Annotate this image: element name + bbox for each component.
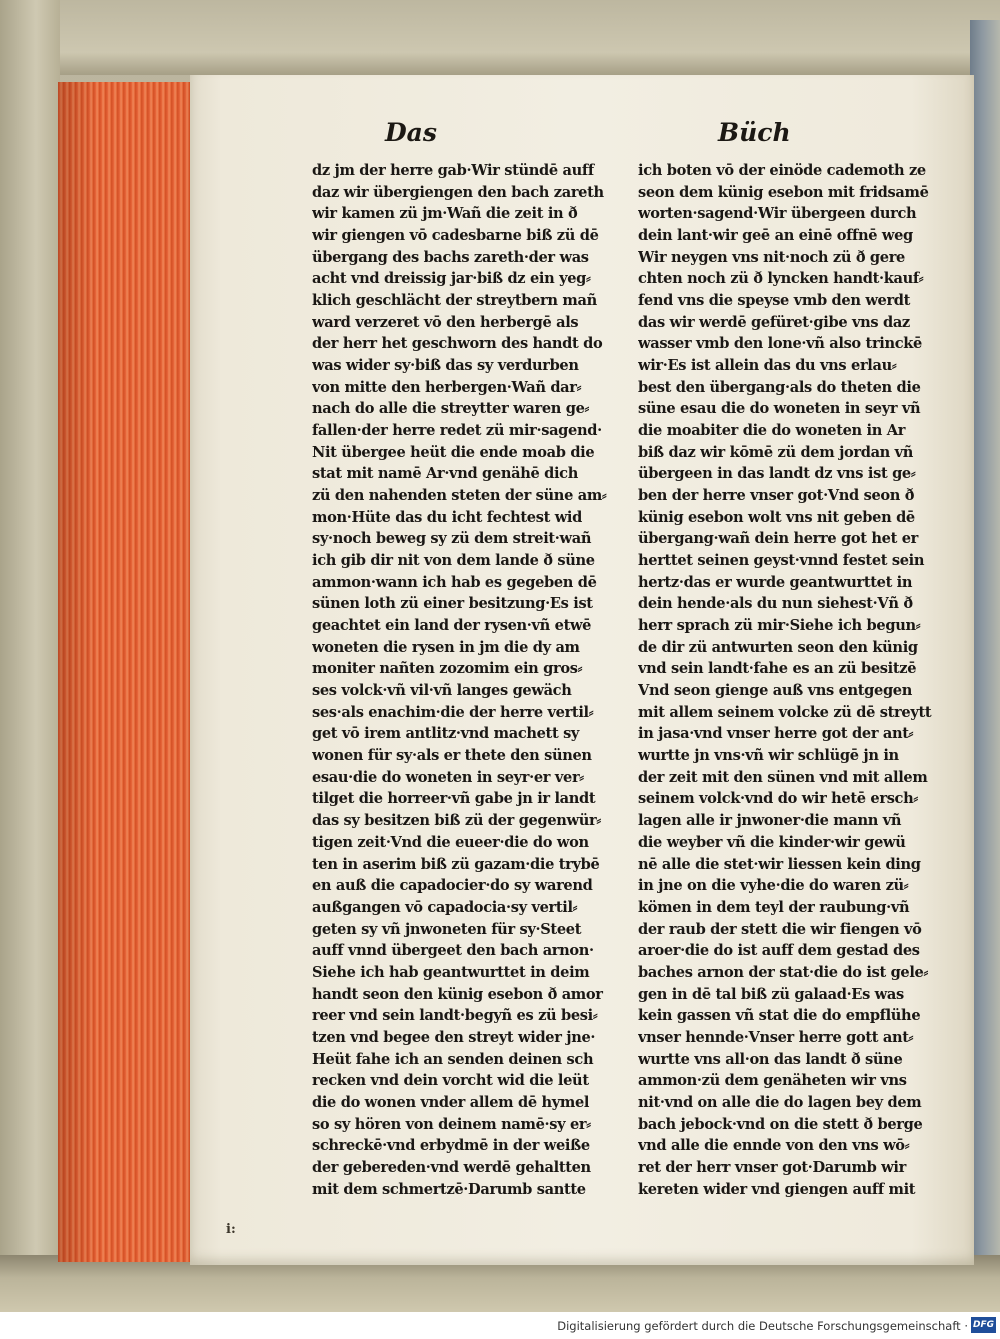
text-line: Heüt fahe ich an senden deinen sch xyxy=(312,1050,594,1068)
text-line: mon·Hüte das du icht fechtest wid xyxy=(312,508,582,526)
text-line: ammon·wann ich hab es gegeben dē xyxy=(312,573,597,591)
text-line: nē alle die stet·wir liessen kein ding xyxy=(638,855,921,873)
text-column-right xyxy=(638,160,944,1200)
text-line: ward verzeret vō den herbergē als xyxy=(312,313,579,331)
text-line: moniter nañten zozomim ein gros⸗ xyxy=(312,660,583,678)
dfg-logo: DFG xyxy=(971,1317,996,1333)
text-line: in jne on die vyhe·die do waren zü⸗ xyxy=(638,877,909,895)
text-line: herttet seinen geyst·vnnd festet sein xyxy=(638,552,925,570)
text-line: chten noch zü ð lyncken handt·kauf⸗ xyxy=(638,270,924,288)
text-line: wir kamen zü jm·Wañ die zeit in ð xyxy=(312,205,578,223)
text-line: die do wonen vnder allem dē hymel xyxy=(312,1093,590,1111)
text-line: recken vnd dein vorcht wid die leüt xyxy=(312,1072,589,1090)
text-line: best den übergang·als do theten die xyxy=(638,378,921,396)
text-line: reer vnd sein landt·begyñ es zü besi⸗ xyxy=(312,1007,598,1025)
text-line: geten sy vñ jnwoneten für sy·Steet xyxy=(312,920,582,938)
text-line: süne esau die do woneten in seyr vñ xyxy=(638,400,921,418)
text-line: ammon·zü dem genäheten wir vns xyxy=(638,1072,907,1090)
text-line: von mitte den herbergen·Wañ dar⸗ xyxy=(312,378,582,396)
text-line: en auß die capadocier·do sy warend xyxy=(312,877,593,895)
text-line: die moabiter die do woneten in Ar xyxy=(638,422,906,440)
text-line: handt seon den künig esebon ð amor xyxy=(312,985,603,1003)
text-line: ret der herr vnser got·Darumb wir xyxy=(638,1158,906,1176)
text-line: was wider sy·biß das sy verdurben xyxy=(312,357,579,375)
footer-bar xyxy=(0,1312,1000,1339)
text-line: bach jebock·vnd on die stett ð berge xyxy=(638,1115,923,1133)
text-line: hertz·das er wurde geantwurttet in xyxy=(638,573,913,591)
text-line: kereten wider vnd giengen auff mit xyxy=(638,1180,916,1198)
text-line: die weyber vñ die kinder·wir gewü xyxy=(638,833,906,851)
text-line: wir giengen vō cadesbarne biß zü dē xyxy=(312,227,599,245)
text-line: Vnd seon gienge auß vns entgegen xyxy=(638,682,913,700)
text-line: ses·als enachim·die der herre vertil⸗ xyxy=(312,703,594,721)
text-line: dein lant·wir geē an einē offnē weg xyxy=(638,227,913,245)
text-line: übergang des bachs zareth·der was xyxy=(312,248,589,266)
text-line: herr sprach zü mir·Siehe ich begun⸗ xyxy=(638,617,921,635)
text-line: der raub der stett die wir fiengen vō xyxy=(638,920,922,938)
text-line: fend vns die speyse vmb den werdt xyxy=(638,292,911,310)
text-line: esau·die do woneten in seyr·er ver⸗ xyxy=(312,768,584,786)
text-line: sünen loth zü einer besitzung·Es ist xyxy=(312,595,593,613)
text-line: kein gassen vñ stat die do empflühe xyxy=(638,1007,921,1025)
text-line: das wir werdē gefüret·gibe vns daz xyxy=(638,313,910,331)
text-line: wir·Es ist allein das du vns erlau⸗ xyxy=(638,357,897,375)
book-cover-top xyxy=(20,0,1000,75)
text-line: geachtet ein land der rysen·vñ etwē xyxy=(312,617,592,635)
text-line: zü den nahenden steten der süne am⸗ xyxy=(312,487,607,505)
text-line: seinem volck·vnd do wir hetē ersch⸗ xyxy=(638,790,918,808)
text-line: daz wir übergiengen den bach zareth xyxy=(312,183,604,201)
text-line: tigen zeit·Vnd die eueer·die do won xyxy=(312,833,589,851)
text-line: mit allem seinem volcke zü dē streytt xyxy=(638,703,932,721)
text-line: vnd alle die ennde von den vns wō⸗ xyxy=(638,1137,910,1155)
text-line: worten·sagend·Wir übergeen durch xyxy=(638,205,917,223)
text-line: biß daz wir kōmē zü dem jordan vñ xyxy=(638,443,914,461)
text-line: woneten die rysen in jm die dy am xyxy=(312,638,580,656)
text-line: fallen·der herre redet zü mir·sagend· xyxy=(312,422,602,440)
text-line: nit·vnd on alle die do lagen bey dem xyxy=(638,1093,922,1111)
text-line: nach do alle die streytter waren ge⸗ xyxy=(312,400,590,418)
text-line: klich geschlächt der streytbern mañ xyxy=(312,292,597,310)
text-line: lagen alle ir jnwoner·die mann vñ xyxy=(638,812,902,830)
text-line: übergeen in das landt dz vns ist ge⸗ xyxy=(638,465,916,483)
text-line: wurtte vns all·on das landt ð süne xyxy=(638,1050,903,1068)
text-line: das sy besitzen biß zü der gegenwür⸗ xyxy=(312,812,601,830)
page-edges-shade xyxy=(58,82,210,1262)
text-line: vnser hennde·Vnser herre gott ant⸗ xyxy=(638,1028,914,1046)
corner-mark: i: xyxy=(226,1222,236,1237)
text-line: übergang·wañ dein herre got het er xyxy=(638,530,918,548)
text-line: dz jm der herre gab·Wir stündē auff xyxy=(312,162,594,179)
running-header-left: Das xyxy=(385,118,437,147)
text-line: mit dem schmertzē·Darumb santte xyxy=(312,1180,586,1198)
text-column-left xyxy=(312,160,618,1200)
text-line: baches arnon der stat·die do ist gele⸗ xyxy=(638,963,929,981)
text-line: so sy hören von deinem namē·sy er⸗ xyxy=(312,1115,591,1133)
text-line: wasser vmb den lone·vñ also trinckē xyxy=(638,335,922,353)
text-line: acht vnd dreissig jar·biß dz ein yeg⸗ xyxy=(312,270,591,288)
text-line: ben der herre vnser got·Vnd seon ð xyxy=(638,487,915,505)
text-line: außgangen vō capadocia·sy vertil⸗ xyxy=(312,898,578,916)
text-line: stat mit namē Ar·vnd genähē dich xyxy=(312,465,578,483)
text-line: tzen vnd begee den streyt wider jne· xyxy=(312,1028,596,1046)
text-line: seon dem künig esebon mit fridsamē xyxy=(638,183,929,201)
text-line: sy·noch beweg sy zü dem streit·wañ xyxy=(312,530,592,548)
footer-credit-text: Digitalisierung gefördert durch die Deutsche Forschungsgemeinschaft · xyxy=(557,1319,968,1333)
text-line: Wir neygen vns nit·noch zü ð gere xyxy=(638,248,905,266)
text-line: aroer·die do ist auff dem gestad des xyxy=(638,942,920,960)
text-line: gen in dē tal biß zü galaad·Es was xyxy=(638,985,904,1003)
text-line: ses volck·vñ vil·vñ langes gewäch xyxy=(312,682,572,700)
text-line: dein hende·als du nun siehest·Vñ ð xyxy=(638,595,913,613)
book-cover-left xyxy=(0,0,60,1312)
book-cover-right xyxy=(970,20,1000,1312)
text-line: schreckē·vnd erbydmē in der weiße xyxy=(312,1137,590,1155)
running-header-right: Büch xyxy=(718,118,791,147)
text-line: wonen für sy·als er thete den sünen xyxy=(312,747,592,765)
text-line: Nit übergee heüt die ende moab die xyxy=(312,443,595,461)
text-line: der herr het geschworn des handt do xyxy=(312,335,603,353)
text-line: der zeit mit den sünen vnd mit allem xyxy=(638,768,928,786)
text-line: der gebereden·vnd werdē gehaltten xyxy=(312,1158,591,1176)
text-line: ten in aserim biß zü gazam·die trybē xyxy=(312,855,600,873)
text-line: tilget die horreer·vñ gabe jn ir landt xyxy=(312,790,596,808)
text-line: ich boten vō der einöde cademoth ze xyxy=(638,162,926,179)
text-line: kömen in dem teyl der raubung·vñ xyxy=(638,898,910,916)
text-line: get vō irem antlitz·vnd machett sy xyxy=(312,725,580,743)
text-line: in jasa·vnd vnser herre got der ant⸗ xyxy=(638,725,914,743)
text-line: ich gib dir nit von dem lande ð süne xyxy=(312,552,595,570)
text-line: Siehe ich hab geantwurttet in deim xyxy=(312,963,590,981)
text-line: wurtte jn vns·vñ wir schlügē jn in xyxy=(638,747,899,765)
text-line: künig esebon wolt vns nit geben dē xyxy=(638,508,915,526)
text-line: de dir zü antwurten seon den künig xyxy=(638,638,918,656)
text-line: vnd sein landt·fahe es an zü besitzē xyxy=(638,660,917,678)
text-line: auff vnnd übergeet den bach arnon· xyxy=(312,942,594,960)
